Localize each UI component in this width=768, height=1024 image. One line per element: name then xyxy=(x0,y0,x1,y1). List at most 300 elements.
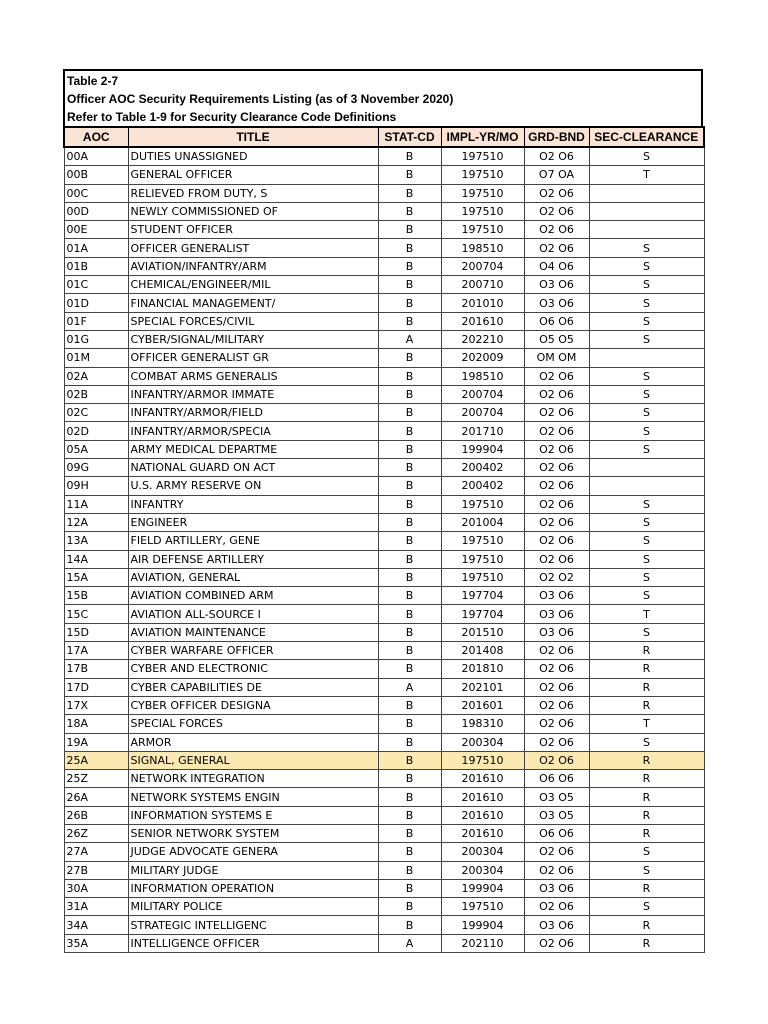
sec-clearance-cell: S xyxy=(589,898,704,916)
table-row xyxy=(64,166,704,184)
aoc-cell: 17A xyxy=(64,642,128,660)
sec-clearance-cell: R xyxy=(589,770,704,788)
aoc-cell: 00D xyxy=(64,202,128,220)
table-row xyxy=(64,532,704,550)
stat-cd-cell: B xyxy=(378,422,441,440)
table-row xyxy=(64,367,704,385)
impl-yr-mo-cell: 200704 xyxy=(441,257,524,275)
title-cell: SIGNAL, GENERAL xyxy=(128,751,378,769)
grd-bnd-cell: O2 O6 xyxy=(524,239,589,257)
table-row xyxy=(64,587,704,605)
aoc-cell: 35A xyxy=(64,934,128,952)
sec-clearance-cell xyxy=(589,221,704,239)
grd-bnd-cell: O2 O6 xyxy=(524,495,589,513)
table-row xyxy=(64,349,704,367)
grd-bnd-cell: O2 O6 xyxy=(524,221,589,239)
table-row xyxy=(64,733,704,751)
impl-yr-mo-cell: 202110 xyxy=(441,934,524,952)
grd-bnd-cell: O5 O5 xyxy=(524,330,589,348)
grd-bnd-cell: O2 O6 xyxy=(524,202,589,220)
title-cell: INFANTRY xyxy=(128,495,378,513)
table-row xyxy=(64,495,704,513)
grd-bnd-cell: O7 OA xyxy=(524,166,589,184)
sec-clearance-cell: S xyxy=(589,532,704,550)
sec-clearance-cell: S xyxy=(589,495,704,513)
stat-cd-cell: B xyxy=(378,276,441,294)
grd-bnd-cell: O3 O6 xyxy=(524,623,589,641)
impl-yr-mo-cell: 201408 xyxy=(441,642,524,660)
table-row xyxy=(64,404,704,422)
grd-bnd-cell: O3 O6 xyxy=(524,605,589,623)
stat-cd-cell: B xyxy=(378,257,441,275)
table-row xyxy=(64,788,704,806)
sec-clearance-cell: T xyxy=(589,715,704,733)
impl-yr-mo-cell: 198510 xyxy=(441,239,524,257)
stat-cd-cell: B xyxy=(378,770,441,788)
stat-cd-cell: B xyxy=(378,623,441,641)
impl-yr-mo-cell: 199904 xyxy=(441,440,524,458)
stat-cd-cell: B xyxy=(378,294,441,312)
impl-yr-mo-cell: 197510 xyxy=(441,751,524,769)
title-cell: AIR DEFENSE ARTILLERY xyxy=(128,550,378,568)
stat-cd-cell: B xyxy=(378,715,441,733)
title-cell: OFFICER GENERALIST GR xyxy=(128,349,378,367)
table-row xyxy=(64,642,704,660)
aoc-cell: 01B xyxy=(64,257,128,275)
title-cell: DUTIES UNASSIGNED xyxy=(128,147,378,166)
table-row xyxy=(64,843,704,861)
stat-cd-cell: B xyxy=(378,477,441,495)
table-row xyxy=(64,257,704,275)
aoc-cell: 02D xyxy=(64,422,128,440)
table-title: Officer AOC Security Requirements Listing (as of 3 November 2020) xyxy=(67,92,454,106)
sec-clearance-cell: T xyxy=(589,605,704,623)
title-cell: RELIEVED FROM DUTY, S xyxy=(128,184,378,202)
stat-cd-cell: B xyxy=(378,367,441,385)
stat-cd-cell: B xyxy=(378,404,441,422)
impl-yr-mo-cell: 199904 xyxy=(441,879,524,897)
title-cell: STRATEGIC INTELLIGENC xyxy=(128,916,378,934)
stat-cd-cell: B xyxy=(378,147,441,166)
grd-bnd-cell: O2 O6 xyxy=(524,678,589,696)
title-cell: MILITARY JUDGE xyxy=(128,861,378,879)
stat-cd-cell: B xyxy=(378,843,441,861)
table-row xyxy=(64,385,704,403)
grd-bnd-cell: O2 O6 xyxy=(524,147,589,166)
sec-clearance-cell xyxy=(589,184,704,202)
title-cell: CYBER/SIGNAL/MILITARY xyxy=(128,330,378,348)
sec-clearance-cell: S xyxy=(589,843,704,861)
stat-cd-cell: B xyxy=(378,349,441,367)
table-row xyxy=(64,294,704,312)
grd-bnd-cell: O2 O6 xyxy=(524,550,589,568)
sec-clearance-cell: S xyxy=(589,147,704,166)
title-cell: NETWORK SYSTEMS ENGIN xyxy=(128,788,378,806)
sec-clearance-cell: R xyxy=(589,788,704,806)
sec-clearance-cell: R xyxy=(589,916,704,934)
sec-clearance-cell: R xyxy=(589,696,704,714)
table-row xyxy=(64,276,704,294)
table-row xyxy=(64,330,704,348)
column-header-row xyxy=(64,127,704,147)
stat-cd-cell: B xyxy=(378,806,441,824)
table-row xyxy=(64,879,704,897)
stat-cd-cell: A xyxy=(378,678,441,696)
grd-bnd-cell: O3 O6 xyxy=(524,916,589,934)
column-header-title: TITLE xyxy=(128,127,378,147)
sec-clearance-cell: S xyxy=(589,312,704,330)
sec-clearance-cell xyxy=(589,349,704,367)
title-cell: CYBER OFFICER DESIGNA xyxy=(128,696,378,714)
table-row xyxy=(64,312,704,330)
stat-cd-cell: B xyxy=(378,166,441,184)
column-header-aoc: AOC xyxy=(64,127,128,147)
title-cell: CYBER AND ELECTRONIC xyxy=(128,660,378,678)
stat-cd-cell: B xyxy=(378,513,441,531)
stat-cd-cell: B xyxy=(378,916,441,934)
impl-yr-mo-cell: 197510 xyxy=(441,166,524,184)
table-row xyxy=(64,147,704,166)
table-row xyxy=(64,898,704,916)
stat-cd-cell: B xyxy=(378,221,441,239)
aoc-cell: 14A xyxy=(64,550,128,568)
column-header-sec-clearance: SEC-CLEARANCE xyxy=(589,127,704,147)
spreadsheet-sheet xyxy=(63,69,703,953)
aoc-cell: 25A xyxy=(64,751,128,769)
aoc-cell: 00C xyxy=(64,184,128,202)
impl-yr-mo-cell: 201010 xyxy=(441,294,524,312)
aoc-security-table xyxy=(63,126,705,953)
sec-clearance-cell: S xyxy=(589,587,704,605)
table-row xyxy=(64,568,704,586)
table-row xyxy=(64,806,704,824)
title-cell: CYBER CAPABILITIES DE xyxy=(128,678,378,696)
sec-clearance-cell: S xyxy=(589,330,704,348)
grd-bnd-cell: O2 O6 xyxy=(524,898,589,916)
title-cell: INFORMATION SYSTEMS E xyxy=(128,806,378,824)
title-cell: AVIATION MAINTENANCE xyxy=(128,623,378,641)
impl-yr-mo-cell: 197704 xyxy=(441,587,524,605)
aoc-cell: 13A xyxy=(64,532,128,550)
aoc-cell: 01C xyxy=(64,276,128,294)
stat-cd-cell: B xyxy=(378,459,441,477)
sec-clearance-cell: S xyxy=(589,276,704,294)
impl-yr-mo-cell: 198510 xyxy=(441,367,524,385)
grd-bnd-cell: O4 O6 xyxy=(524,257,589,275)
table-row xyxy=(64,934,704,952)
aoc-cell: 11A xyxy=(64,495,128,513)
title-cell: CHEMICAL/ENGINEER/MIL xyxy=(128,276,378,294)
aoc-cell: 25Z xyxy=(64,770,128,788)
aoc-cell: 01A xyxy=(64,239,128,257)
sec-clearance-cell: S xyxy=(589,422,704,440)
grd-bnd-cell: O2 O6 xyxy=(524,459,589,477)
title-cell: INTELLIGENCE OFFICER xyxy=(128,934,378,952)
impl-yr-mo-cell: 201610 xyxy=(441,312,524,330)
impl-yr-mo-cell: 197510 xyxy=(441,550,524,568)
grd-bnd-cell: O3 O5 xyxy=(524,806,589,824)
title-cell: NEWLY COMMISSIONED OF xyxy=(128,202,378,220)
title-cell: OFFICER GENERALIST xyxy=(128,239,378,257)
stat-cd-cell: B xyxy=(378,824,441,842)
aoc-cell: 02A xyxy=(64,367,128,385)
impl-yr-mo-cell: 201610 xyxy=(441,806,524,824)
aoc-cell: 12A xyxy=(64,513,128,531)
impl-yr-mo-cell: 201710 xyxy=(441,422,524,440)
impl-yr-mo-cell: 201601 xyxy=(441,696,524,714)
aoc-cell: 00B xyxy=(64,166,128,184)
title-cell: U.S. ARMY RESERVE ON xyxy=(128,477,378,495)
stat-cd-cell: A xyxy=(378,934,441,952)
impl-yr-mo-cell: 197510 xyxy=(441,898,524,916)
impl-yr-mo-cell: 202009 xyxy=(441,349,524,367)
grd-bnd-cell: O2 O6 xyxy=(524,404,589,422)
stat-cd-cell: B xyxy=(378,312,441,330)
stat-cd-cell: B xyxy=(378,568,441,586)
impl-yr-mo-cell: 200304 xyxy=(441,861,524,879)
aoc-cell: 00A xyxy=(64,147,128,166)
impl-yr-mo-cell: 200304 xyxy=(441,843,524,861)
impl-yr-mo-cell: 200304 xyxy=(441,733,524,751)
stat-cd-cell: B xyxy=(378,184,441,202)
title-cell: STUDENT OFFICER xyxy=(128,221,378,239)
title-cell: ARMOR xyxy=(128,733,378,751)
column-header-stat-cd: STAT-CD xyxy=(378,127,441,147)
sec-clearance-cell: S xyxy=(589,257,704,275)
table-row xyxy=(64,202,704,220)
table-row xyxy=(64,715,704,733)
table-row xyxy=(64,751,704,769)
impl-yr-mo-cell: 197704 xyxy=(441,605,524,623)
grd-bnd-cell: O3 O6 xyxy=(524,294,589,312)
table-row xyxy=(64,239,704,257)
sec-clearance-cell: S xyxy=(589,239,704,257)
stat-cd-cell: A xyxy=(378,330,441,348)
aoc-cell: 27A xyxy=(64,843,128,861)
grd-bnd-cell: O2 O6 xyxy=(524,532,589,550)
impl-yr-mo-cell: 201810 xyxy=(441,660,524,678)
sec-clearance-cell xyxy=(589,202,704,220)
impl-yr-mo-cell: 201610 xyxy=(441,788,524,806)
aoc-cell: 17B xyxy=(64,660,128,678)
sec-clearance-cell: R xyxy=(589,751,704,769)
aoc-cell: 17X xyxy=(64,696,128,714)
stat-cd-cell: B xyxy=(378,751,441,769)
grd-bnd-cell: O2 O6 xyxy=(524,642,589,660)
aoc-cell: 02C xyxy=(64,404,128,422)
stat-cd-cell: B xyxy=(378,733,441,751)
aoc-cell: 15D xyxy=(64,623,128,641)
impl-yr-mo-cell: 199904 xyxy=(441,916,524,934)
aoc-cell: 26A xyxy=(64,788,128,806)
sec-clearance-cell: R xyxy=(589,824,704,842)
stat-cd-cell: B xyxy=(378,879,441,897)
stat-cd-cell: B xyxy=(378,898,441,916)
sec-clearance-cell xyxy=(589,477,704,495)
sec-clearance-cell: R xyxy=(589,678,704,696)
impl-yr-mo-cell: 200704 xyxy=(441,404,524,422)
sec-clearance-cell: R xyxy=(589,642,704,660)
table-row xyxy=(64,824,704,842)
table-row xyxy=(64,440,704,458)
title-cell: NATIONAL GUARD ON ACT xyxy=(128,459,378,477)
grd-bnd-cell: O2 O6 xyxy=(524,477,589,495)
grd-bnd-cell: O3 O6 xyxy=(524,879,589,897)
title-cell: CYBER WARFARE OFFICER xyxy=(128,642,378,660)
aoc-cell: 09H xyxy=(64,477,128,495)
aoc-cell: 05A xyxy=(64,440,128,458)
stat-cd-cell: B xyxy=(378,861,441,879)
title-cell: SPECIAL FORCES/CIVIL xyxy=(128,312,378,330)
sec-clearance-cell: S xyxy=(589,550,704,568)
grd-bnd-cell: O2 O6 xyxy=(524,513,589,531)
aoc-cell: 01F xyxy=(64,312,128,330)
stat-cd-cell: B xyxy=(378,587,441,605)
sec-clearance-cell: S xyxy=(589,385,704,403)
aoc-cell: 19A xyxy=(64,733,128,751)
grd-bnd-cell: O2 O2 xyxy=(524,568,589,586)
grd-bnd-cell: O6 O6 xyxy=(524,824,589,842)
impl-yr-mo-cell: 197510 xyxy=(441,202,524,220)
grd-bnd-cell: O6 O6 xyxy=(524,770,589,788)
grd-bnd-cell: O3 O5 xyxy=(524,788,589,806)
grd-bnd-cell: O3 O6 xyxy=(524,276,589,294)
title-cell: COMBAT ARMS GENERALIS xyxy=(128,367,378,385)
aoc-cell: 15C xyxy=(64,605,128,623)
stat-cd-cell: B xyxy=(378,495,441,513)
impl-yr-mo-cell: 197510 xyxy=(441,147,524,166)
sec-clearance-cell: R xyxy=(589,660,704,678)
stat-cd-cell: B xyxy=(378,642,441,660)
table-number: Table 2-7 xyxy=(67,74,119,88)
stat-cd-cell: B xyxy=(378,440,441,458)
impl-yr-mo-cell: 201510 xyxy=(441,623,524,641)
aoc-cell: 01M xyxy=(64,349,128,367)
impl-yr-mo-cell: 197510 xyxy=(441,568,524,586)
sec-clearance-cell: S xyxy=(589,513,704,531)
grd-bnd-cell: O6 O6 xyxy=(524,312,589,330)
table-row xyxy=(64,550,704,568)
aoc-cell: 02B xyxy=(64,385,128,403)
title-cell: AVIATION, GENERAL xyxy=(128,568,378,586)
aoc-cell: 09G xyxy=(64,459,128,477)
grd-bnd-cell: O2 O6 xyxy=(524,715,589,733)
grd-bnd-cell: O2 O6 xyxy=(524,696,589,714)
aoc-cell: 15B xyxy=(64,587,128,605)
table-row xyxy=(64,605,704,623)
sec-clearance-cell: R xyxy=(589,879,704,897)
aoc-cell: 18A xyxy=(64,715,128,733)
stat-cd-cell: B xyxy=(378,696,441,714)
impl-yr-mo-cell: 202210 xyxy=(441,330,524,348)
grd-bnd-cell: O2 O6 xyxy=(524,934,589,952)
impl-yr-mo-cell: 201610 xyxy=(441,824,524,842)
grd-bnd-cell: O2 O6 xyxy=(524,422,589,440)
title-cell: AVIATION COMBINED ARM xyxy=(128,587,378,605)
title-cell: FIELD ARTILLERY, GENE xyxy=(128,532,378,550)
title-cell: AVIATION ALL-SOURCE I xyxy=(128,605,378,623)
impl-yr-mo-cell: 200710 xyxy=(441,276,524,294)
impl-yr-mo-cell: 201004 xyxy=(441,513,524,531)
table-row xyxy=(64,916,704,934)
grd-bnd-cell: O2 O6 xyxy=(524,861,589,879)
impl-yr-mo-cell: 200704 xyxy=(441,385,524,403)
title-cell: INFANTRY/ARMOR/SPECIA xyxy=(128,422,378,440)
sec-clearance-cell: S xyxy=(589,440,704,458)
aoc-cell: 17D xyxy=(64,678,128,696)
aoc-cell: 26B xyxy=(64,806,128,824)
impl-yr-mo-cell: 198310 xyxy=(441,715,524,733)
table-row xyxy=(64,623,704,641)
aoc-cell: 15A xyxy=(64,568,128,586)
title-cell: GENERAL OFFICER xyxy=(128,166,378,184)
table-row xyxy=(64,770,704,788)
sec-clearance-cell: S xyxy=(589,568,704,586)
column-header-grd-bnd: GRD-BND xyxy=(524,127,589,147)
title-cell: INFANTRY/ARMOR/FIELD xyxy=(128,404,378,422)
sec-clearance-cell: T xyxy=(589,166,704,184)
title-cell: FINANCIAL MANAGEMENT/ xyxy=(128,294,378,312)
table-row xyxy=(64,221,704,239)
title-cell: SPECIAL FORCES xyxy=(128,715,378,733)
aoc-cell: 27B xyxy=(64,861,128,879)
grd-bnd-cell: O2 O6 xyxy=(524,385,589,403)
impl-yr-mo-cell: 197510 xyxy=(441,532,524,550)
table-row xyxy=(64,660,704,678)
sec-clearance-cell: S xyxy=(589,294,704,312)
grd-bnd-cell: OM OM xyxy=(524,349,589,367)
aoc-cell: 01D xyxy=(64,294,128,312)
aoc-cell: 00E xyxy=(64,221,128,239)
stat-cd-cell: B xyxy=(378,660,441,678)
aoc-cell: 01G xyxy=(64,330,128,348)
sec-clearance-cell: S xyxy=(589,861,704,879)
aoc-cell: 30A xyxy=(64,879,128,897)
title-cell: ARMY MEDICAL DEPARTME xyxy=(128,440,378,458)
stat-cd-cell: B xyxy=(378,385,441,403)
sec-clearance-cell: S xyxy=(589,623,704,641)
title-cell: MILITARY POLICE xyxy=(128,898,378,916)
sec-clearance-cell: S xyxy=(589,404,704,422)
grd-bnd-cell: O2 O6 xyxy=(524,440,589,458)
impl-yr-mo-cell: 200402 xyxy=(441,477,524,495)
grd-bnd-cell: O2 O6 xyxy=(524,733,589,751)
impl-yr-mo-cell: 197510 xyxy=(441,221,524,239)
stat-cd-cell: B xyxy=(378,202,441,220)
table-title-block xyxy=(63,69,703,126)
impl-yr-mo-cell: 202101 xyxy=(441,678,524,696)
impl-yr-mo-cell: 201610 xyxy=(441,770,524,788)
grd-bnd-cell: O2 O6 xyxy=(524,184,589,202)
table-row xyxy=(64,696,704,714)
grd-bnd-cell: O2 O6 xyxy=(524,751,589,769)
table-row xyxy=(64,861,704,879)
table-row xyxy=(64,678,704,696)
grd-bnd-cell: O2 O6 xyxy=(524,660,589,678)
title-cell: INFORMATION OPERATION xyxy=(128,879,378,897)
sec-clearance-cell xyxy=(589,459,704,477)
stat-cd-cell: B xyxy=(378,239,441,257)
grd-bnd-cell: O2 O6 xyxy=(524,843,589,861)
column-header-impl-yr-mo: IMPL-YR/MO xyxy=(441,127,524,147)
stat-cd-cell: B xyxy=(378,605,441,623)
title-cell: ENGINEER xyxy=(128,513,378,531)
stat-cd-cell: B xyxy=(378,532,441,550)
grd-bnd-cell: O2 O6 xyxy=(524,367,589,385)
title-cell: SENIOR NETWORK SYSTEM xyxy=(128,824,378,842)
sec-clearance-cell: R xyxy=(589,934,704,952)
stat-cd-cell: B xyxy=(378,788,441,806)
